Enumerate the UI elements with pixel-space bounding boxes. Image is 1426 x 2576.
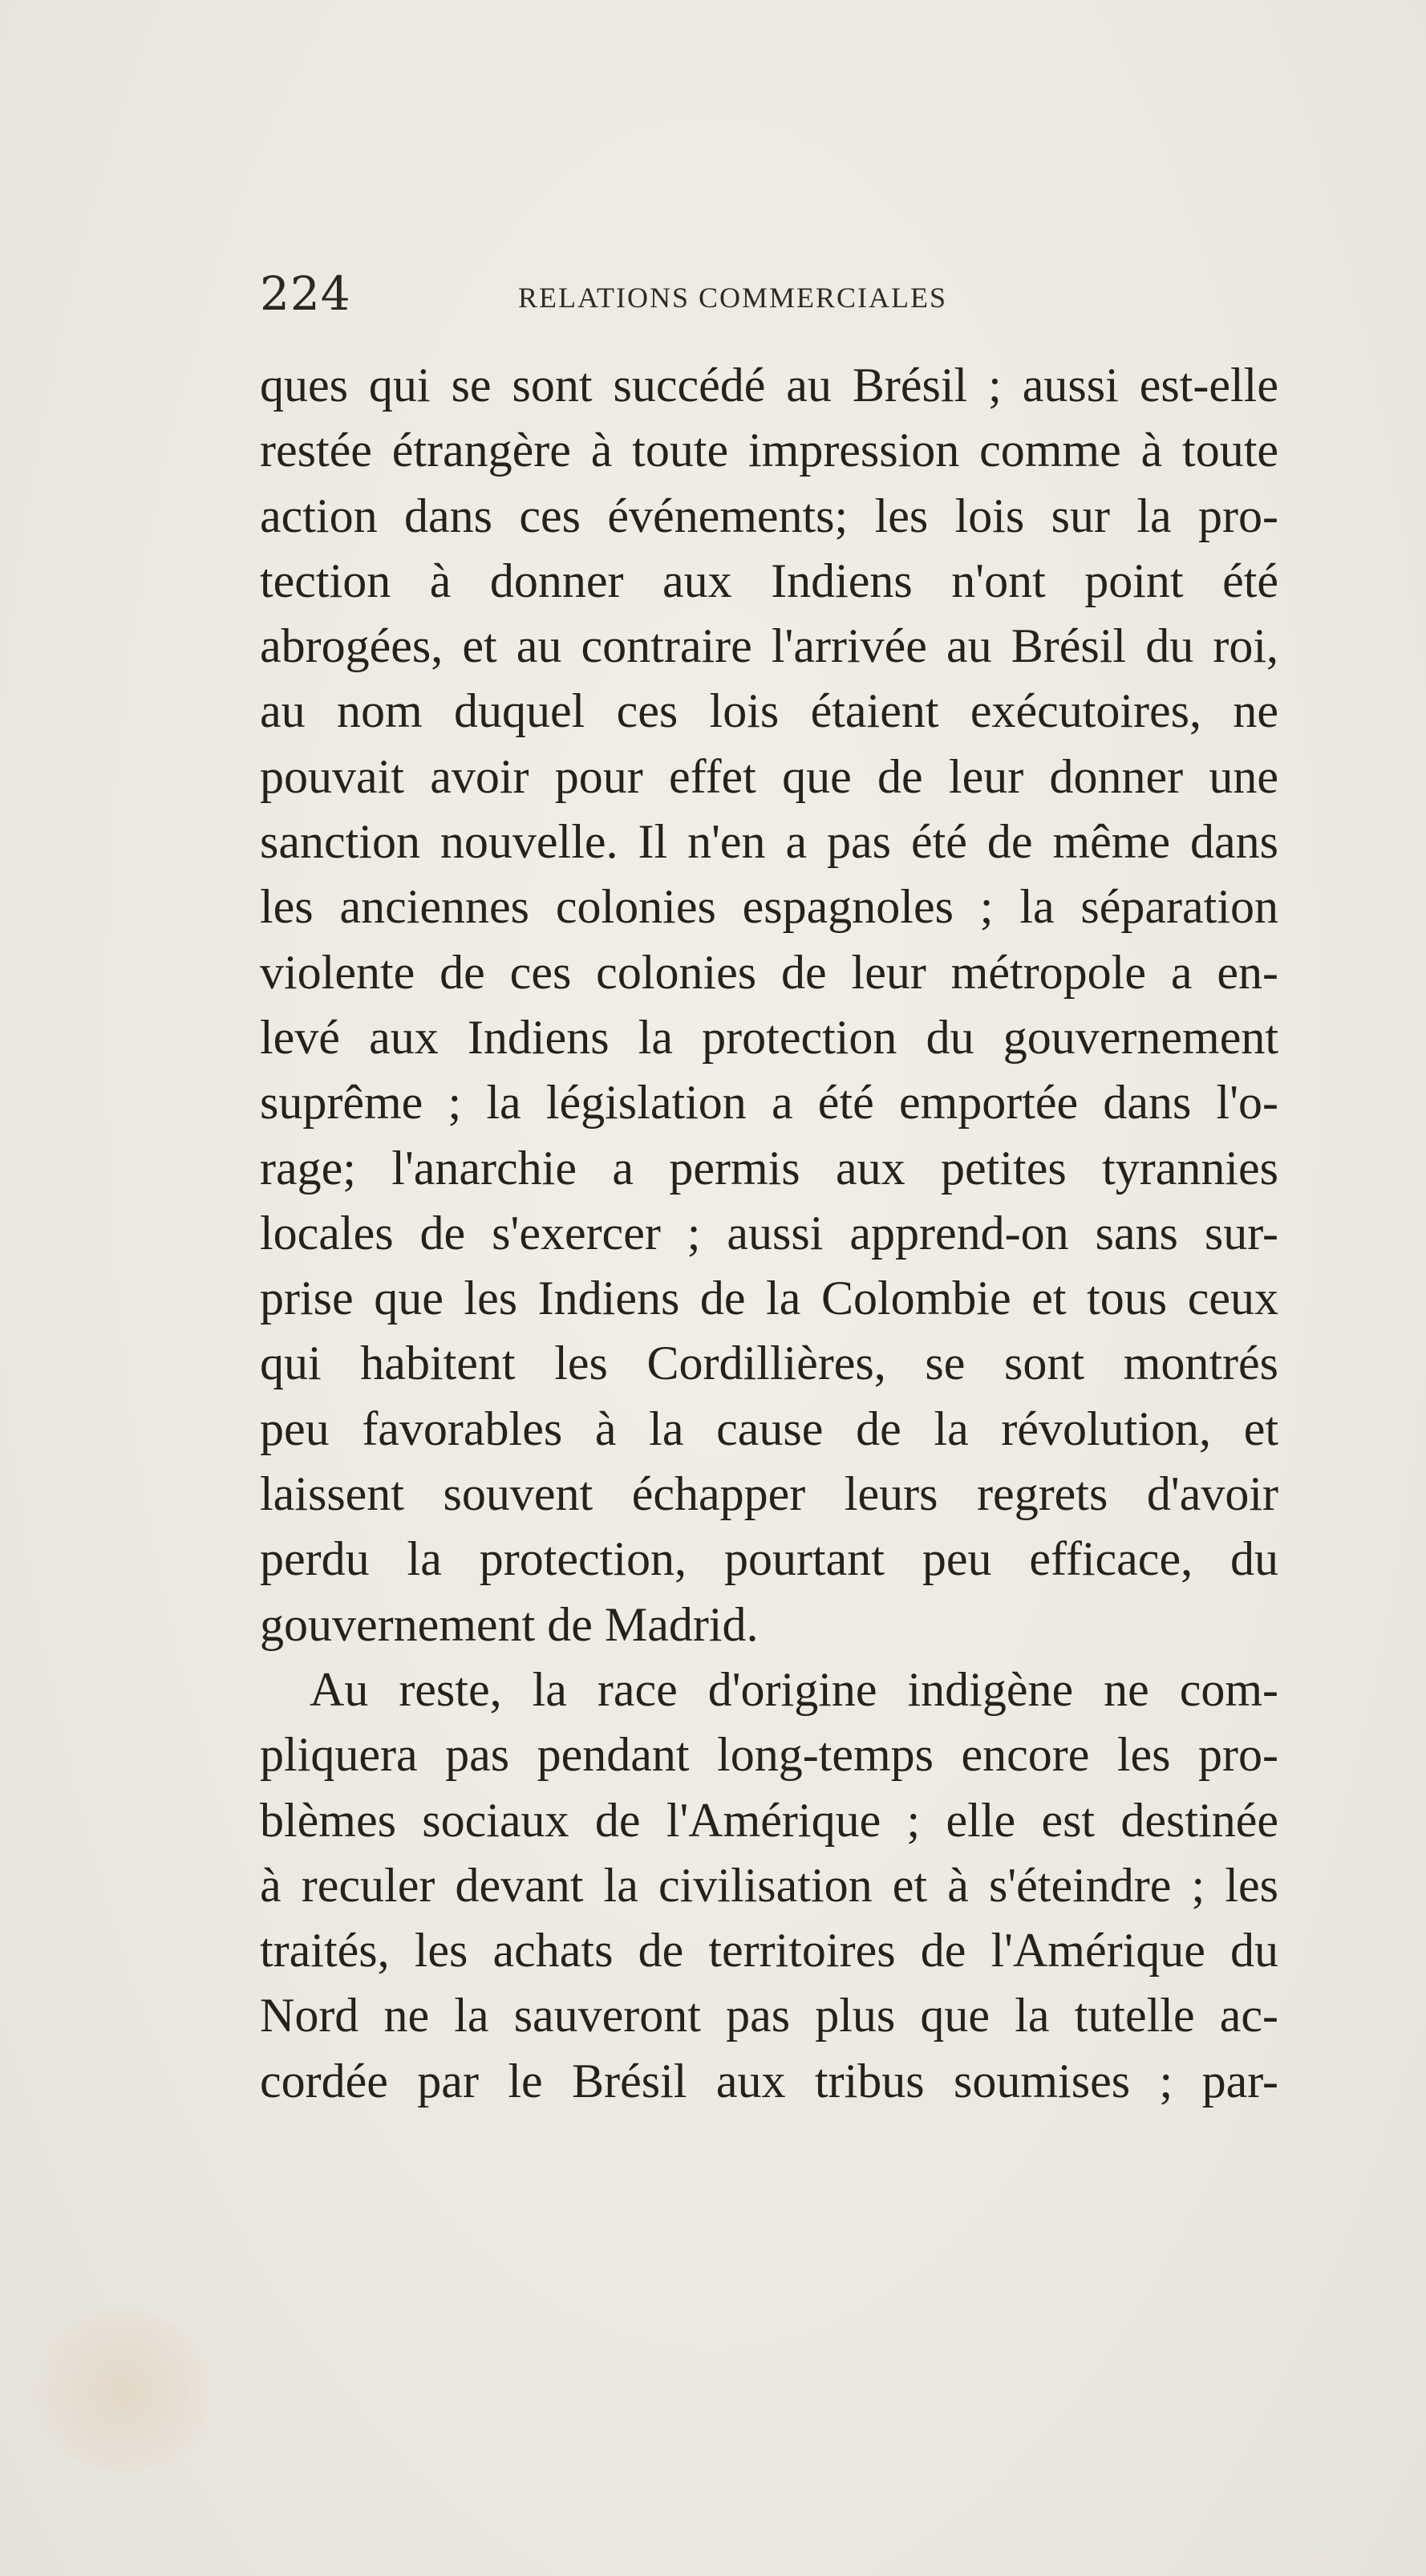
text-line: restée étrangère à toute impression comme à toute <box>260 424 1278 477</box>
text-line: prise que les Indiens de la Colombie et tous ceux <box>260 1272 1278 1325</box>
paper-stain <box>32 2310 217 2471</box>
text-line: abrogées, et au contraire l'arrivée au Brésil du roi, <box>260 619 1278 673</box>
text-line: traités, les achats de territoires de l'Amérique du <box>260 1924 1278 1978</box>
text-line: perdu la protection, pourtant peu efficace, du <box>260 1532 1278 1586</box>
text-line: sanction nouvelle. Il n'en a pas été de même dans <box>260 815 1278 869</box>
text-line: locales de s'exercer ; aussi apprend-on sans sur- <box>260 1206 1278 1260</box>
text-line: blèmes sociaux de l'Amérique ; elle est destinée <box>260 1793 1278 1847</box>
page-header <box>260 266 1278 323</box>
text-line: pliquera pas pendant long-temps encore les pro- <box>260 1728 1278 1782</box>
paragraph-1 <box>260 353 1278 1657</box>
text-line: Au reste, la race d'origine indigène ne com- <box>310 1662 1278 1716</box>
text-line: qui habitent les Cordillières, se sont montrés <box>260 1337 1278 1390</box>
text-line: gouvernement de Madrid. <box>260 1597 759 1651</box>
text-line: cordée par le Brésil aux tribus soumises ; par- <box>260 2054 1278 2107</box>
text-line: suprême ; la législation a été emportée dans l'o- <box>260 1076 1278 1130</box>
text-line: violente de ces colonies de leur métropole a en- <box>260 945 1278 999</box>
running-head: RELATIONS COMMERCIALES <box>518 282 948 314</box>
text-line: pouvait avoir pour effet que de leur donner une <box>260 749 1278 803</box>
text-line: levé aux Indiens la protection du gouvernement <box>260 1010 1278 1064</box>
body-text <box>260 353 1278 2114</box>
page-number: 224 <box>260 266 351 321</box>
text-line: au nom duquel ces lois étaient exécutoires, ne <box>260 684 1278 738</box>
text-line: ques qui se sont succédé au Brésil ; aussi est-elle <box>260 359 1278 412</box>
text-line: les anciennes colonies espagnoles ; la séparation <box>260 880 1278 934</box>
text-line: tection à donner aux Indiens n'ont point été <box>260 554 1278 607</box>
text-line: peu favorables à la cause de la révolution, et <box>260 1402 1278 1455</box>
text-line: laissent souvent échapper leurs regrets d'avoir <box>260 1467 1278 1521</box>
text-line: action dans ces événements; les lois sur la pro- <box>260 489 1278 542</box>
text-line: Nord ne la sauveront pas plus que la tutelle ac- <box>260 1989 1278 2043</box>
paragraph-2 <box>260 1657 1278 2114</box>
text-line: à reculer devant la civilisation et à s'éteindre ; les <box>260 1858 1278 1912</box>
text-line: rage; l'anarchie a permis aux petites tyrannies <box>260 1141 1278 1195</box>
